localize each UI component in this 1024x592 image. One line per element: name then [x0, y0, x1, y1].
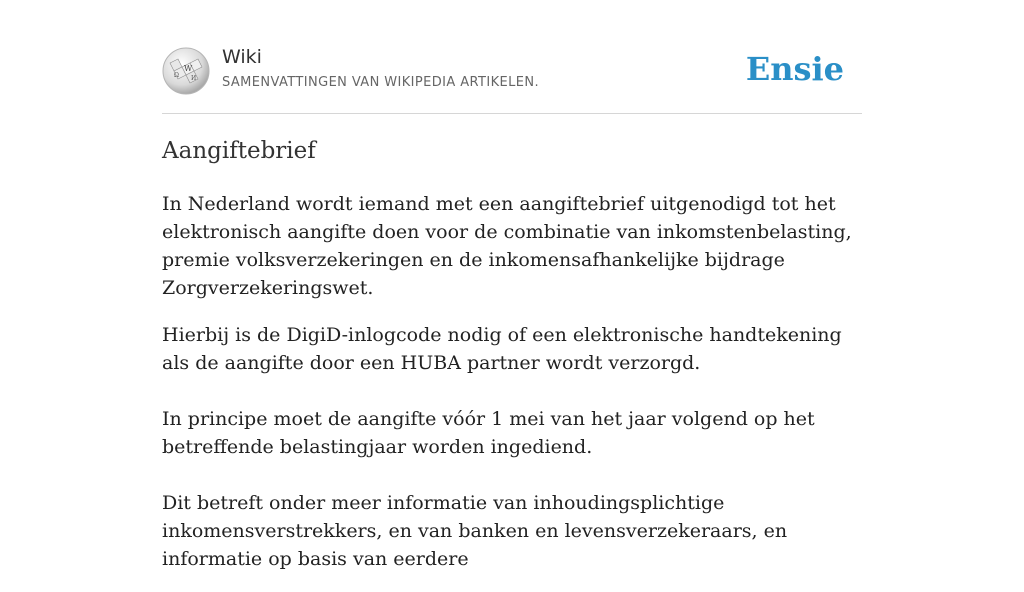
wikipedia-globe-icon[interactable] — [162, 47, 210, 95]
article-paragraph: In principe moet de aangifte vóór 1 mei van het jaar volgend op het betreffende belastingjaar worden ingediend. — [162, 408, 815, 458]
article-body — [162, 190, 862, 592]
site-name[interactable]: Wiki — [222, 46, 262, 68]
svg-text:W: W — [184, 64, 193, 73]
page-container — [162, 0, 862, 570]
site-header — [162, 0, 862, 114]
article-paragraph: In Nederland wordt iemand met een aangiftebrief uitgenodigd tot het elektronisch aangifte doen voor de combinatie van inkomstenbelasting, premie volksverzekeringen en de inkomensafhankelijke bijdrage Zorgverzekeringswet. — [162, 193, 852, 299]
ensie-brand-logo[interactable]: Ensie — [745, 50, 844, 88]
svg-text:И: И — [191, 75, 197, 82]
svg-text:Ω: Ω — [174, 72, 179, 79]
site-tagline: SAMENVATTINGEN VAN WIKIPEDIA ARTIKELEN. — [222, 75, 540, 90]
article-paragraph: Hierbij is de DigiD-inlogcode nodig of een elektronische handtekening als de aangifte door een HUBA partner wordt verzorgd. — [162, 324, 842, 374]
article-paragraph: Dit betreft onder meer informatie van inhoudingsplichtige inkomensverstrekkers, en van banken en levensverzekeraars, en informatie op basis van eerdere — [162, 492, 788, 570]
article-title: Aangiftebrief — [162, 138, 316, 164]
